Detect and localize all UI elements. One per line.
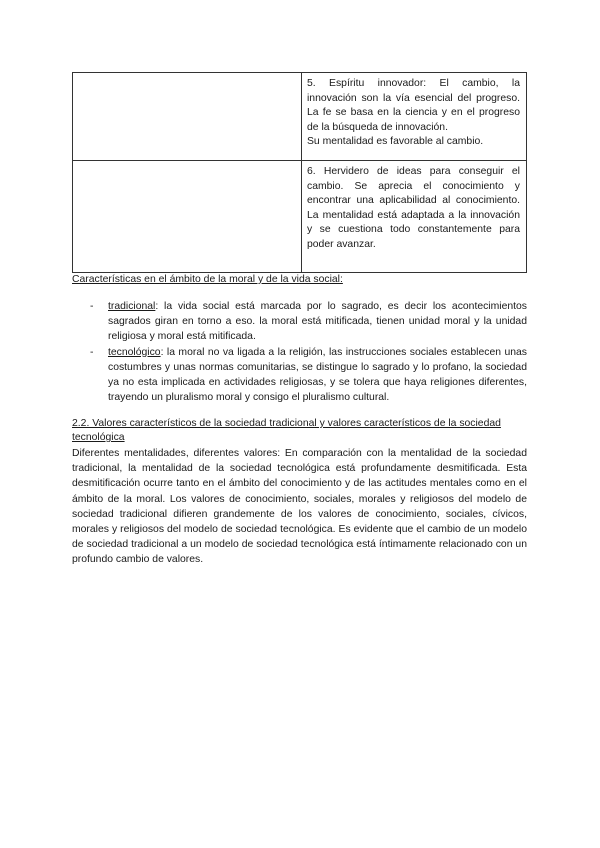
table-cell-ideas bbox=[302, 161, 527, 273]
moral-list bbox=[72, 299, 527, 405]
cell-text: Su mentalidad es favorable al cambio. bbox=[307, 136, 484, 148]
cell-text: 6. Hervidero de ideas para conseguir el cambio. Se aprecia el conocimiento y encontrar una aplicabilidad al conocimiento. La mentalidad está adaptada a la innovación y se cuestiona todo constantemente para poder avanzar. bbox=[307, 166, 520, 250]
table-cell-innovative-spirit bbox=[302, 73, 527, 161]
table-cell-empty bbox=[73, 161, 302, 273]
list-item bbox=[72, 345, 527, 406]
table-cell-empty bbox=[73, 73, 302, 161]
values-paragraph: Diferentes mentalidades, diferentes valores: En comparación con la mentalidad de la sociedad tradicional, la mentalidad de la sociedad tecnológica está profundamente desmitificada. Esta desmitificación ocurre tanto en el ámbito del conocimiento y de las actitudes mentales como en el ámbito de la moral. Los valores de conocimiento, sociales, morales y religiosos del modelo de sociedad tradicional difieren grandemente de los valores de conocimiento, sociales, cívicos, morales y religiosos del modelo de sociedad tecnológica. Es evidente que el cambio de un modelo de sociedad tradicional a un modelo de sociedad tecnológica está íntimamente relacionado con un profundo cambio de valores. bbox=[72, 448, 527, 566]
values-section-title: 2.2. Valores característicos de la sociedad tradicional y valores característicos de la sociedad tecnológica bbox=[72, 418, 501, 443]
cell-text: 5. Espíritu innovador: El cambio, la innovación son la vía esencial del progreso. La fe se basa en la ciencia y en el progreso de la búsqueda de innovación. bbox=[307, 78, 520, 133]
table-row bbox=[73, 161, 527, 273]
item-text: : la moral no va ligada a la religión, las instrucciones sociales establecen unas costumbres y unas normas comunitarias, se distingue lo sagrado y lo profano, la sociedad ya no esta implicada en actividades religiosas, y se tolera que haya religiones diferentes, trayendo un pluralismo moral y consigo el pluralismo cultural. bbox=[108, 346, 527, 404]
item-text: : la vida social está marcada por lo sagrado, es decir los acontecimientos sagrados giran en torno a eso. la moral está mitificada, tienen unidad moral y la unidad religiosa y moral está mitificada. bbox=[108, 301, 527, 343]
term-technological: tecnológico bbox=[108, 346, 161, 358]
comparison-table bbox=[72, 72, 527, 273]
table-row bbox=[73, 73, 527, 161]
moral-section-title: Características en el ámbito de la moral y de la vida social: bbox=[72, 274, 343, 285]
term-traditional: tradicional bbox=[108, 301, 156, 312]
list-item bbox=[72, 299, 527, 345]
dash-bullet: - bbox=[90, 301, 94, 312]
dash-bullet: - bbox=[90, 346, 94, 358]
